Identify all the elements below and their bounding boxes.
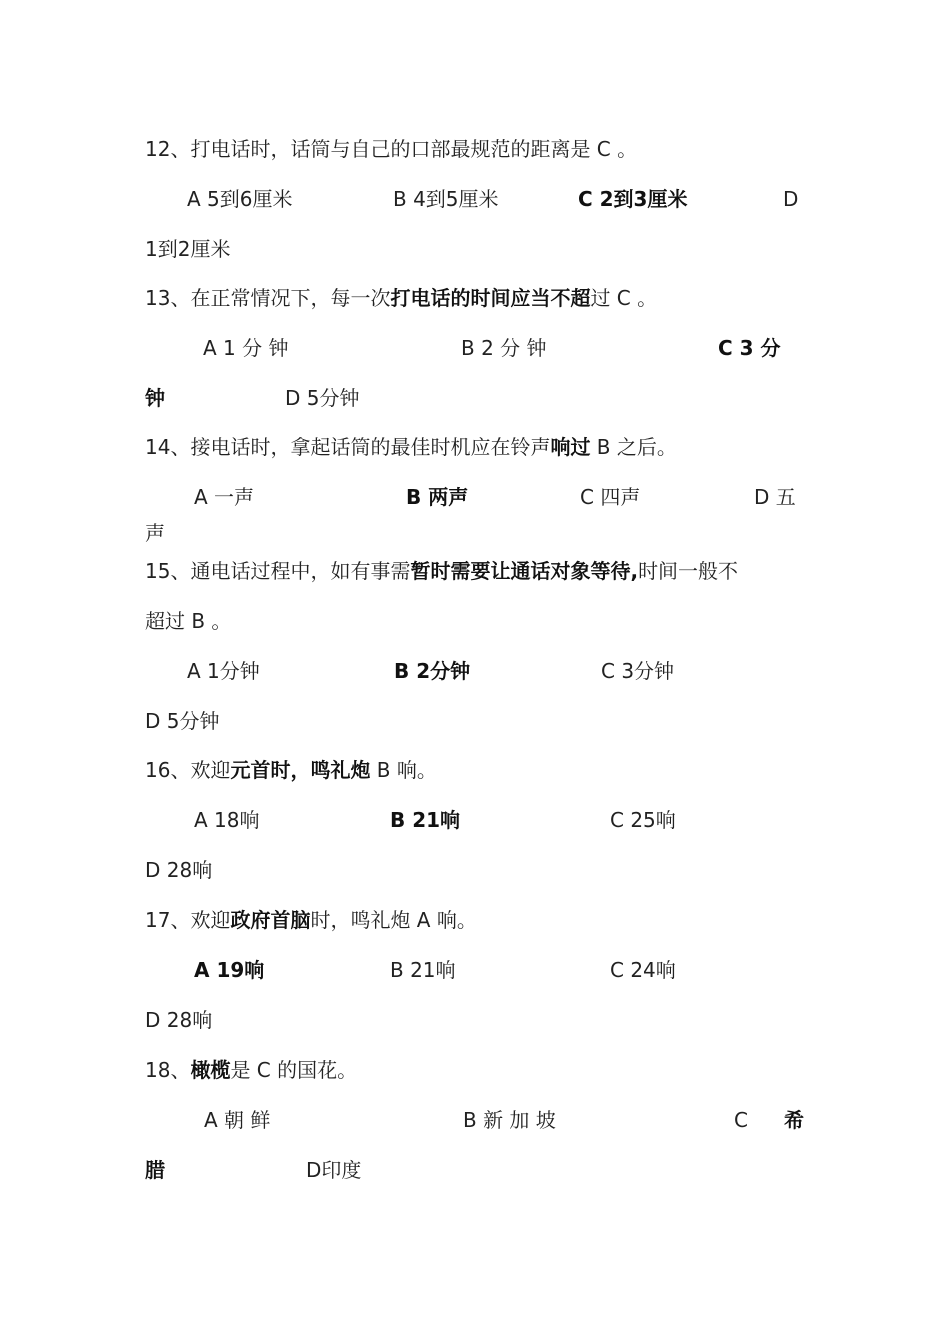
option-c-continued: 钟 xyxy=(145,386,165,410)
stem-text: 时，鸣礼炮 A 响。 xyxy=(310,908,477,932)
option-b: B 2 分 钟 xyxy=(461,336,547,360)
stem-emphasis: 响过 xyxy=(550,435,591,459)
option-d: D 五 xyxy=(754,485,796,509)
stem-emphasis: 元首时，鸣礼炮 xyxy=(230,758,371,782)
option-d-continued: 声 xyxy=(145,521,165,545)
question-16-stem xyxy=(145,758,437,782)
option-d: D 28响 xyxy=(145,858,213,882)
option-b: B 21响 xyxy=(390,958,456,982)
option-d-label: D xyxy=(783,187,799,211)
question-12-stem: 12、打电话时，话筒与自己的口部最规范的距离是 C 。 xyxy=(145,137,638,161)
question-13-stem xyxy=(145,286,657,310)
question-18-stem xyxy=(145,1058,357,1082)
option-c-correct: C 2到3厘米 xyxy=(578,187,688,211)
option-c: C 四声 xyxy=(580,485,641,509)
question-15-stem xyxy=(145,559,738,583)
option-d: D 5分钟 xyxy=(285,386,360,410)
option-c-continued: 腊 xyxy=(145,1158,165,1182)
option-d-text: 1到2厘米 xyxy=(145,237,231,261)
stem-emphasis: 政府首脑 xyxy=(230,908,311,932)
stem-text: 14、接电话时，拿起话筒的最佳时机应在铃声 xyxy=(145,435,551,459)
option-c-correct: 希 xyxy=(784,1108,804,1132)
option-c: C 3分钟 xyxy=(601,659,675,683)
question-17-stem xyxy=(145,908,477,932)
option-a: A 1分钟 xyxy=(187,659,260,683)
option-a: A 一声 xyxy=(194,485,255,509)
option-c-correct: C 3 分 xyxy=(718,336,781,360)
stem-text: 13、在正常情况下，每一次 xyxy=(145,286,391,310)
option-a: A 朝 鲜 xyxy=(204,1108,271,1132)
option-b-correct: B 两声 xyxy=(406,485,469,509)
option-c: C 25响 xyxy=(610,808,676,832)
option-c-label: C xyxy=(734,1108,748,1132)
stem-text: 时间一般不 xyxy=(638,559,739,583)
stem-emphasis: 打电话的时间应当不超 xyxy=(390,286,591,310)
stem-text: 过 C 。 xyxy=(590,286,658,310)
option-a: A 1 分 钟 xyxy=(203,336,289,360)
stem-text: 18、 xyxy=(145,1058,191,1082)
stem-text: 是 C 的国花。 xyxy=(230,1058,358,1082)
stem-text: 16、欢迎 xyxy=(145,758,231,782)
option-a: A 5到6厘米 xyxy=(187,187,293,211)
option-a-correct: A 19响 xyxy=(194,958,265,982)
question-15-stem-line2: 超过 B 。 xyxy=(145,609,232,633)
option-b-correct: B 21响 xyxy=(390,808,461,832)
option-d: D 5分钟 xyxy=(145,709,220,733)
option-a: A 18响 xyxy=(194,808,260,832)
option-b: B 新 加 坡 xyxy=(463,1108,556,1132)
stem-text: B 响。 xyxy=(370,758,437,782)
stem-text: B 之后。 xyxy=(590,435,677,459)
option-d: D印度 xyxy=(306,1158,362,1182)
option-c: C 24响 xyxy=(610,958,676,982)
option-d: D 28响 xyxy=(145,1008,213,1032)
option-b-correct: B 2分钟 xyxy=(394,659,471,683)
stem-text: 15、通电话过程中，如有事需 xyxy=(145,559,411,583)
stem-emphasis: 橄榄 xyxy=(190,1058,231,1082)
question-14-stem xyxy=(145,435,677,459)
option-b: B 4到5厘米 xyxy=(393,187,499,211)
stem-emphasis: 暂时需要让通话对象等待, xyxy=(410,559,639,583)
stem-text: 17、欢迎 xyxy=(145,908,231,932)
